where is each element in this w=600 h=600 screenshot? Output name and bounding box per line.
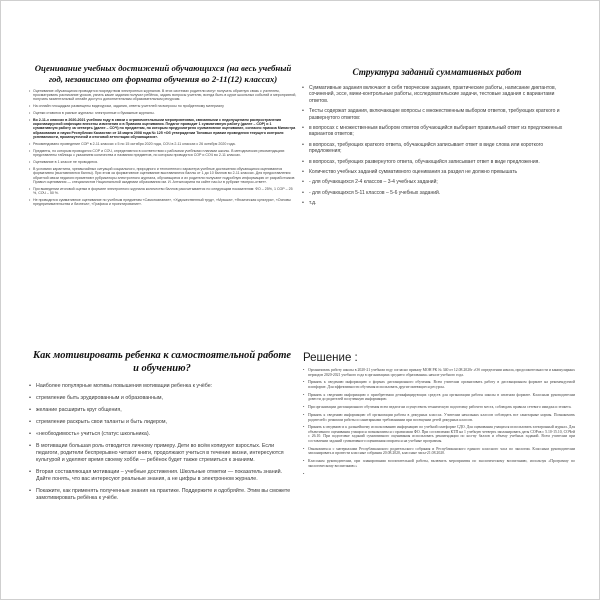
bullet-item	[29, 187, 297, 196]
bullet-text: Рекомендовано проведение СОР в 2-11 классах с 5 по 15 октября 2020 года, СОЧ в 2-11 классах с 26 октября 2020 года.	[33, 141, 236, 146]
bullet-text: в вопросах с множественным выбором ответов обучающийся выбирает правильный ответ из предложенных вариантов ответов;	[309, 125, 563, 138]
bullet-marker: •	[302, 200, 304, 207]
solution-title: Решение :	[303, 352, 358, 364]
bullet-item	[29, 167, 297, 184]
bullet-marker: •	[29, 197, 31, 202]
bullet-item	[29, 443, 295, 464]
bullet-marker: •	[303, 412, 305, 417]
bullet-item	[303, 447, 575, 456]
bullet-item	[29, 118, 297, 139]
bullet-text: Во 2-11-х классах в 2020-2021 учебном году в связи с ограничительными мероприятиями, связанными с недопущением распространения коронавирусной инфекции внесены изменения и в Правила оценивания. Педагог проводит 1 суммативную работу (далее – СОР) и 1 суммативную работу за четверть (далее – СОЧ) по предметам, по которым предусмотрено суммативное оценивание, согласно приказа Министра образования и науки Республики Казахстан от 18 марта 2008 года № 125 «Об утверждении Типовых правил проведения текущего контроля успеваемости, промежуточной и итоговой аттестации обучающихся».	[33, 117, 296, 140]
bullet-marker: •	[302, 189, 304, 196]
assessment-title: Оценивание учебных достижений обучающихся (на весь учебный год, независимо от формата обучения во 2-11(12) классах)	[34, 63, 292, 84]
section-solution	[303, 352, 575, 479]
bullet-text: желание расширить круг общения,	[36, 407, 122, 414]
bullet-text: В условиях карантина, чрезвычайных ситуаций социального, природного и техногенного характера учебные достижения обучающихся оцениваются формативно (выставляются баллы). При этом за формативное оценивание выставляются баллы от 1 до 10 баллов во 2-11 классах. Для предоставления обратной связи педагоги применяют рубрикаторы электронного журнала, обучающиеся и их родители получают подробную информацию от разработчиков Правил оценивания — специалистов Национальной академии образования им. И. Алтынсарина на сайте nao.kz в рубрике «вопрос-ответ».	[33, 166, 295, 184]
bullet-marker: •	[303, 471, 305, 476]
bullet-text: Не проводится суммативное оценивание по учебным предметам «Самопознание», «Художественный труд», «Музыка», «Физическая культура», «Основы предпринимательства и бизнеса», «Графика и проектирование».	[33, 197, 291, 207]
bullet-text: При организации дистанционного обучения всем педагогам осуществить техническую подготовку рабочего места, соблюдать правила сетевого имиджа и этикета.	[308, 405, 572, 410]
bullet-item	[303, 472, 575, 477]
bullet-marker: •	[303, 368, 305, 372]
bullet-marker: •	[29, 117, 31, 122]
bullet-text: Принять к сведению информацию об организации работы в дежурных классах. Учителям начальных классов соблюдать все санитарные нормы. Познакомить родителей с режимом работы и санитарными требованиями при посещении детей дежурных классов.	[308, 412, 575, 422]
bullet-item	[302, 85, 572, 104]
bullet-text: Классным руководителям, при планировании воспитательной работы, включить мероприятия по экологическому воспитанию, используя «Программу по экологическому воспитанию.»	[308, 459, 575, 468]
bullet-text: Организовать работу школы в 2020-21 учебном году согласно приказу МОН РК № 340 от 12.08.2020г «Об определении начала, продолжительности и каникулярных периодов 2020-2021 учебного года в организациях среднего образования» начале учебного года.	[308, 368, 575, 377]
section-motivation	[29, 350, 295, 507]
bullet-text: Количество учебных заданий суммативного оценивания за раздел не должно превышать	[309, 169, 518, 176]
section-assessment	[29, 63, 297, 209]
bullet-marker: •	[29, 431, 32, 438]
bullet-item	[303, 405, 575, 410]
bullet-item	[29, 407, 295, 414]
bullet-item	[29, 111, 297, 115]
bullet-marker: •	[302, 169, 304, 176]
motivation-title: Как мотивировать ребенка к самостоятельной работе и обучению?	[33, 350, 291, 374]
bullet-item	[29, 198, 297, 207]
assessment-bullet-list	[29, 89, 297, 207]
bullet-marker: •	[302, 179, 304, 186]
bullet-text: Оценки ставятся в разные журналы: электронные и бумажные журналы.	[33, 110, 155, 115]
bullet-marker: •	[29, 148, 31, 153]
bullet-marker: •	[29, 443, 32, 450]
bullet-text: Наиболее популярные мотивы повышения мотивации ребенка к учёбе:	[36, 383, 213, 390]
bullet-item	[29, 488, 295, 502]
bullet-marker: •	[303, 380, 305, 385]
bullet-marker: •	[29, 186, 31, 191]
bullet-item	[303, 368, 575, 377]
bullet-text: Суммативные задания включают в себя творческие задания, практические работы, написание диктантов, сочинений, эссе, мини-контрольные работы, исследовательские задачи, тестовые задания с вариантами ответов.	[309, 85, 556, 104]
structure-bullet-list	[302, 85, 572, 207]
bullet-marker: •	[29, 407, 32, 414]
bullet-text: в вопросах, требующих краткого ответа, обучающийся записывает ответ в виде слова или короткого предложения;	[309, 141, 544, 155]
bullet-item	[302, 125, 572, 138]
bullet-item	[302, 200, 572, 206]
bullet-text: На онлайн площадках размещены видеоуроки, задания, ответы учителей на вопросы по пройденному материалу	[33, 104, 224, 109]
bullet-text: стремление быть эрудированным и образованным,	[36, 395, 163, 402]
bullet-item	[302, 159, 572, 165]
bullet-marker: •	[29, 395, 32, 402]
bullet-item	[302, 142, 572, 155]
bullet-marker: •	[29, 383, 32, 390]
bullet-text: Принять к сведению информацию о формах дистанционного обучения. Всем учителям организовать работу в дистанционном формате на рекомендуемой платформе. Для эффективности обучения использовать другие имеющиеся ресурсы.	[308, 380, 575, 389]
bullet-marker: •	[29, 104, 31, 109]
bullet-marker: •	[302, 85, 304, 91]
bullet-text: Оценивание обучающихся проводится посредством электронных журналов. В этих системах родители могут получать обратную связь с учителем, просматривать расписание уроков, узнать какие задания получил ребёнок, задать вопросы учителю, всегда быть в курсе школьных событий и мероприятий, получать моментальный онлайн доступ к дополнительным образовательным ресурсам.	[33, 88, 297, 102]
bullet-item	[29, 419, 295, 426]
bullet-text: Принять к сведению информацию о приобретении дезинфицирующих средств для организации работы школы в штатном формате. Классным руководителям довести до родителей полученную информацию.	[308, 392, 575, 402]
bullet-marker: •	[302, 125, 304, 132]
bullet-marker: •	[29, 469, 32, 476]
bullet-marker: •	[302, 158, 304, 165]
bullet-item	[302, 169, 572, 175]
bullet-marker: •	[303, 459, 305, 464]
bullet-item	[303, 459, 575, 468]
bullet-marker: •	[29, 110, 31, 115]
bullet-text: Предметы, по которым проводятся СОР и СОЧ, определяются в соответствии с рабочими учебными планами школы. В методических рекомендациях представлены таблицы с указанием количества и названия предметов, по которым проводятся СОР и СОЧ во 2-11 классах.	[33, 148, 285, 158]
bullet-marker: •	[29, 166, 31, 171]
bullet-item	[302, 108, 572, 121]
bullet-marker: •	[303, 405, 305, 410]
bullet-marker: •	[29, 88, 31, 93]
bullet-text: - для обучающихся 5-11 классов – 5-6 учебных заданий.	[309, 189, 441, 196]
bullet-item	[302, 179, 572, 185]
bullet-text: Покажите, как применять полученные знания на практике. Поддержите и одобряйте. Этим вы сможете замотивировать ребёнка к учёбе.	[36, 488, 291, 502]
bullet-marker: •	[29, 488, 32, 495]
bullet-item	[303, 413, 575, 422]
solution-bullet-list	[303, 368, 575, 476]
bullet-marker: •	[29, 419, 32, 426]
bullet-text: Вторая составляющая мотивации – учебные достижения. Школьные отметки — показатель знаний. Дайте понять, что вас интересуют реальные знания, а не цифры в электронном журнале.	[36, 469, 283, 483]
bullet-item	[302, 190, 572, 196]
bullet-item	[29, 149, 297, 158]
bullet-marker: •	[303, 446, 305, 451]
bullet-text: стремление раскрыть свои таланты и быть лидером,	[36, 419, 167, 426]
bullet-marker: •	[29, 141, 31, 146]
bullet-item	[29, 383, 295, 390]
bullet-item	[29, 89, 297, 102]
section-structure	[302, 67, 572, 211]
bullet-item	[29, 160, 297, 164]
bullet-text: «необходимость» учиться (статус школьника).	[36, 431, 151, 438]
structure-title: Структура заданий суммативных работ	[352, 67, 522, 77]
bullet-text: Оценивание в 1 классе не проводится.	[33, 160, 99, 165]
bullet-item	[29, 142, 297, 146]
bullet-text: - для обучающихся 2-4 классов – 3-4 учебных заданий;	[309, 179, 438, 186]
bullet-text: Принять к сведению и к дальнейшему использованию информацию по учебной платформе СДО. Для оценивания учащихся использовать электронный журнал. Для объективного оценивания учащихся познакомиться с правилами ФО. При составлении КТП на 1 учебную четверть запланировать даты СОРов с 5.10-15.10, СОЧей с 26.10. При подготовке заданий суммативного оценивания использовать рекомендации по кол-ву баллов и объему учебных заданий. Всем учителям при составлении заданий суммативного оценивания опираться на учебные программы.	[308, 425, 575, 444]
bullet-marker: •	[303, 425, 305, 430]
bullet-text: Ознакомиться с материалами Республиканского родительского собрания и Республиканского единого классного часа по экологии. Классным руководителям запланировать и провести классные собрания 20.08.2020, классные часы-21.08.2020.	[308, 446, 575, 456]
bullet-item	[29, 469, 295, 483]
motivation-bullet-list	[29, 383, 295, 502]
bullet-text: При выведении итоговой оценки в формате электронного журнала количество баллов рассчитывается по следующим показателям: ФО – 25%, 1 СОР – 25 %, СОЧ – 50 %.	[33, 186, 293, 195]
bullet-item	[29, 104, 297, 108]
bullet-item	[303, 425, 575, 443]
bullet-item	[303, 393, 575, 402]
bullet-text: т.д.	[309, 200, 317, 207]
bullet-marker: •	[302, 108, 304, 115]
bullet-item	[303, 380, 575, 389]
bullet-marker: •	[302, 141, 304, 148]
bullet-marker: •	[303, 392, 305, 397]
bullet-item	[29, 431, 295, 438]
bullet-text: в вопросах, требующих развернутого ответа, обучающийся записывает ответ в виде предложения.	[309, 158, 540, 165]
bullet-text: В мотивации большая роль отводится личному примеру. Дети во всём копируют взрослых. Если педагоги, родители беспрерывно читают книги, продолжают учиться в течение жизни, интересуются культурой и уделяют время своему хобби — ребёнок будет также стремиться к знаниям.	[36, 443, 284, 464]
bullet-text: Тесты содержат задания, включающие вопросы с множественным выбором ответов, требующих краткого и развернутого ответов:	[309, 108, 560, 121]
bullet-marker: •	[29, 160, 31, 165]
bullet-item	[29, 395, 295, 402]
